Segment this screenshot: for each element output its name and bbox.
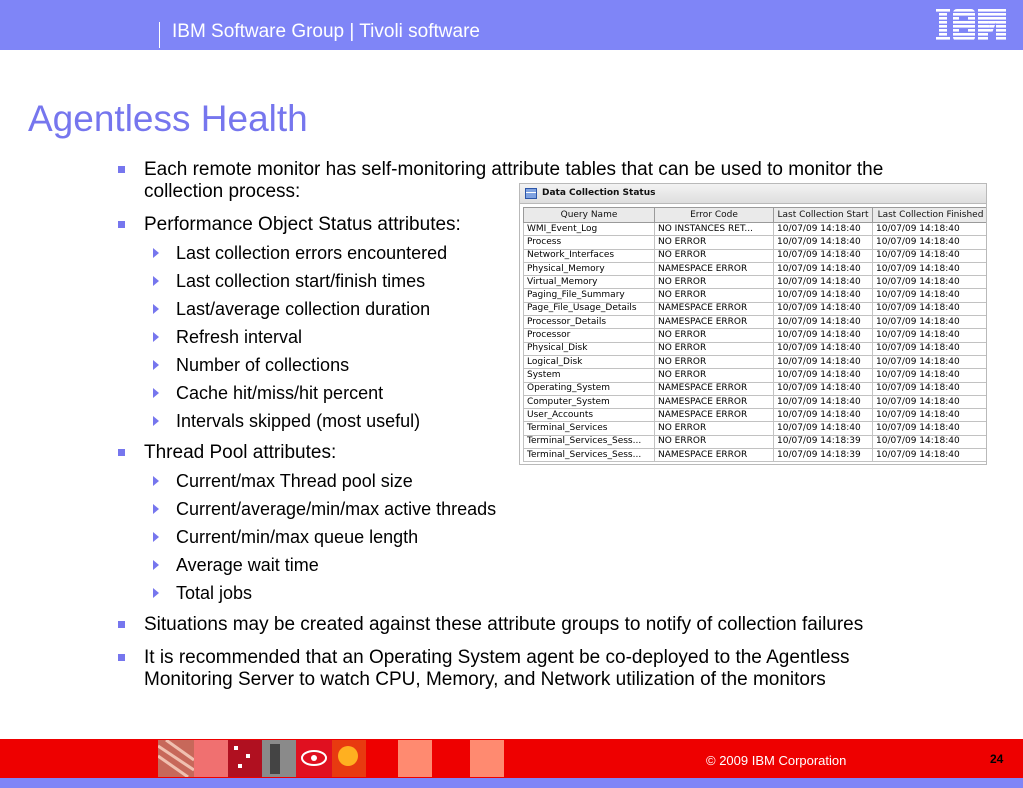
table-icon — [525, 188, 537, 199]
table-cell: 10/07/09 14:18:40 — [873, 449, 988, 462]
square-bullet-icon — [118, 166, 125, 173]
table-row[interactable] — [524, 422, 988, 435]
square-bullet-icon — [118, 621, 125, 628]
table-cell: 10/07/09 14:18:40 — [873, 316, 988, 329]
table-cell: 10/07/09 14:18:40 — [873, 276, 988, 289]
panel-title: Data Collection Status — [542, 188, 656, 198]
footer-photo-collage — [158, 740, 538, 777]
table-cell: 10/07/09 14:18:40 — [873, 236, 988, 249]
bullet-text: Monitoring Server to watch CPU, Memory, and Network utilization of the monitors — [144, 669, 826, 690]
table-cell: 10/07/09 14:18:40 — [774, 236, 873, 249]
table-cell: NAMESPACE ERROR — [655, 409, 774, 422]
bullet-text: Number of collections — [176, 355, 350, 375]
table-cell: Operating_System — [524, 382, 655, 395]
triangle-bullet-icon — [153, 588, 159, 598]
triangle-bullet-icon — [153, 476, 159, 486]
ibm-logo-icon — [935, 9, 1007, 41]
table-cell: Process — [524, 236, 655, 249]
table-cell: NO ERROR — [655, 329, 774, 342]
table-cell: 10/07/09 14:18:40 — [774, 302, 873, 315]
triangle-bullet-icon — [153, 532, 159, 542]
table-row[interactable] — [524, 249, 988, 262]
table-cell: Physical_Memory — [524, 262, 655, 275]
header-divider — [159, 22, 160, 48]
bullet-text: Total jobs — [176, 583, 253, 603]
header-bar — [0, 0, 1023, 50]
sub-bullet-item — [176, 326, 302, 348]
table-header-row — [524, 208, 988, 223]
table-cell: NAMESPACE ERROR — [655, 449, 774, 462]
table-cell: 10/07/09 14:18:40 — [873, 395, 988, 408]
table-cell: 10/07/09 14:18:40 — [774, 289, 873, 302]
table-cell: NAMESPACE ERROR — [655, 316, 774, 329]
sub-bullet-item — [176, 470, 413, 492]
triangle-bullet-icon — [153, 360, 159, 370]
triangle-bullet-icon — [153, 248, 159, 258]
column-header[interactable]: Error Code — [655, 208, 774, 223]
table-cell: NAMESPACE ERROR — [655, 302, 774, 315]
table-cell: 10/07/09 14:18:40 — [873, 382, 988, 395]
bullet-text: Intervals skipped (most useful) — [176, 411, 421, 431]
table-cell: 10/07/09 14:18:40 — [774, 223, 873, 236]
table-cell: NO ERROR — [655, 289, 774, 302]
table-cell: 10/07/09 14:18:40 — [774, 249, 873, 262]
sub-bullet-item — [176, 554, 319, 576]
sub-bullet-item — [176, 382, 383, 404]
data-collection-status-panel — [519, 183, 987, 465]
table-cell: 10/07/09 14:18:40 — [774, 355, 873, 368]
table-cell: NAMESPACE ERROR — [655, 262, 774, 275]
table-row[interactable] — [524, 395, 988, 408]
column-header[interactable]: Last Collection Start — [774, 208, 873, 223]
table-row[interactable] — [524, 435, 988, 448]
table-cell: NO ERROR — [655, 369, 774, 382]
table-cell: 10/07/09 14:18:40 — [873, 289, 988, 302]
table-row[interactable] — [524, 355, 988, 368]
table-cell: NAMESPACE ERROR — [655, 382, 774, 395]
sub-bullet-item — [176, 242, 447, 264]
sub-bullet-item — [176, 582, 252, 604]
triangle-bullet-icon — [153, 560, 159, 570]
bullet-text: Current/max Thread pool size — [176, 471, 413, 491]
sub-bullet-item — [176, 270, 425, 292]
table-row[interactable] — [524, 276, 988, 289]
bullet-text: Refresh interval — [176, 327, 303, 347]
triangle-bullet-icon — [153, 388, 159, 398]
bullet-text: Thread Pool attributes: — [144, 442, 337, 463]
bullet-item — [144, 442, 336, 464]
table-cell: 10/07/09 14:18:40 — [873, 355, 988, 368]
table-row[interactable] — [524, 382, 988, 395]
table-cell: 10/07/09 14:18:40 — [774, 329, 873, 342]
table-cell: 10/07/09 14:18:40 — [873, 302, 988, 315]
table-cell: Computer_System — [524, 395, 655, 408]
column-header[interactable]: Last Collection Finished — [873, 208, 988, 223]
table-cell: Terminal_Services_Sess... — [524, 449, 655, 462]
square-bullet-icon — [118, 221, 125, 228]
table-cell: NO ERROR — [655, 249, 774, 262]
bullet-item — [144, 647, 850, 691]
square-bullet-icon — [118, 449, 125, 456]
copyright-text: © 2009 IBM Corporation — [706, 753, 847, 768]
table-cell: System — [524, 369, 655, 382]
table-cell: 10/07/09 14:18:40 — [774, 382, 873, 395]
table-cell: Network_Interfaces — [524, 249, 655, 262]
table-cell: Virtual_Memory — [524, 276, 655, 289]
table-row[interactable] — [524, 289, 988, 302]
triangle-bullet-icon — [153, 276, 159, 286]
table-cell: NAMESPACE ERROR — [655, 395, 774, 408]
table-cell: 10/07/09 14:18:40 — [873, 409, 988, 422]
table-cell: 10/07/09 14:18:40 — [774, 409, 873, 422]
square-bullet-icon — [118, 654, 125, 661]
bullet-text: Average wait time — [176, 555, 319, 575]
bullet-text: Each remote monitor has self-monitoring attribute tables that can be used to monitor the — [144, 159, 884, 180]
data-collection-table — [523, 207, 987, 462]
table-body — [524, 223, 988, 462]
table-cell: Terminal_Services_Sess... — [524, 435, 655, 448]
table-row[interactable] — [524, 329, 988, 342]
column-header[interactable]: Query Name — [524, 208, 655, 223]
bullet-text: Performance Object Status attributes: — [144, 214, 461, 235]
table-cell: Paging_File_Summary — [524, 289, 655, 302]
bullet-text: Last collection errors encountered — [176, 243, 448, 263]
table-cell: User_Accounts — [524, 409, 655, 422]
table-cell: Page_File_Usage_Details — [524, 302, 655, 315]
table-cell: 10/07/09 14:18:40 — [873, 249, 988, 262]
bullet-text: collection process: — [144, 181, 301, 202]
table-cell: Processor_Details — [524, 316, 655, 329]
triangle-bullet-icon — [153, 504, 159, 514]
table-row[interactable] — [524, 316, 988, 329]
table-cell: Processor — [524, 329, 655, 342]
bullet-item — [144, 614, 863, 636]
triangle-bullet-icon — [153, 332, 159, 342]
table-cell: 10/07/09 14:18:40 — [774, 342, 873, 355]
triangle-bullet-icon — [153, 304, 159, 314]
table-cell: NO ERROR — [655, 355, 774, 368]
table-cell: 10/07/09 14:18:40 — [774, 395, 873, 408]
table-row[interactable] — [524, 369, 988, 382]
table-row[interactable] — [524, 449, 988, 462]
bullet-text: Last collection start/finish times — [176, 271, 426, 291]
bullet-text: Current/average/min/max active threads — [176, 499, 497, 519]
table-cell: WMI_Event_Log — [524, 223, 655, 236]
bullet-item — [144, 214, 461, 236]
sub-bullet-item — [176, 354, 349, 376]
table-cell: 10/07/09 14:18:40 — [873, 223, 988, 236]
table-cell: Logical_Disk — [524, 355, 655, 368]
table-cell: NO ERROR — [655, 422, 774, 435]
table-cell: 10/07/09 14:18:40 — [873, 342, 988, 355]
table-cell: 10/07/09 14:18:40 — [873, 422, 988, 435]
bullet-text: Last/average collection duration — [176, 299, 431, 319]
table-cell: NO ERROR — [655, 276, 774, 289]
table-cell: NO INSTANCES RET... — [655, 223, 774, 236]
table-cell: 10/07/09 14:18:40 — [774, 316, 873, 329]
page-title: Agentless Health — [28, 98, 308, 139]
bullet-text: Cache hit/miss/hit percent — [176, 383, 384, 403]
table-row[interactable] — [524, 409, 988, 422]
table-cell: 10/07/09 14:18:39 — [774, 449, 873, 462]
table-row[interactable] — [524, 342, 988, 355]
table-cell: 10/07/09 14:18:40 — [873, 329, 988, 342]
table-cell: NO ERROR — [655, 342, 774, 355]
bullet-text: Situations may be created against these attribute groups to notify of collection failures — [144, 614, 864, 635]
table-cell: NO ERROR — [655, 236, 774, 249]
bullet-text: It is recommended that an Operating System agent be co-deployed to the Agentless — [144, 647, 850, 668]
table-row[interactable] — [524, 302, 988, 315]
table-cell: 10/07/09 14:18:40 — [774, 369, 873, 382]
table-cell: 10/07/09 14:18:40 — [774, 422, 873, 435]
table-row[interactable] — [524, 236, 988, 249]
footer-strip — [0, 778, 1023, 788]
page-number: 24 — [990, 752, 1004, 766]
table-cell: 10/07/09 14:18:40 — [873, 369, 988, 382]
table-cell: 10/07/09 14:18:40 — [873, 262, 988, 275]
sub-bullet-item — [176, 498, 496, 520]
panel-title-bar — [520, 184, 986, 204]
table-cell: 10/07/09 14:18:40 — [873, 435, 988, 448]
table-cell: NO ERROR — [655, 435, 774, 448]
table-cell: Physical_Disk — [524, 342, 655, 355]
table-row[interactable] — [524, 223, 988, 236]
sub-bullet-item — [176, 526, 418, 548]
table-cell: 10/07/09 14:18:40 — [774, 262, 873, 275]
sub-bullet-item — [176, 298, 430, 320]
table-cell: 10/07/09 14:18:39 — [774, 435, 873, 448]
bullet-text: Current/min/max queue length — [176, 527, 419, 547]
table-row[interactable] — [524, 262, 988, 275]
sub-bullet-item — [176, 410, 420, 432]
group-title: IBM Software Group | Tivoli software — [172, 21, 480, 42]
triangle-bullet-icon — [153, 416, 159, 426]
table-cell: Terminal_Services — [524, 422, 655, 435]
table-cell: 10/07/09 14:18:40 — [774, 276, 873, 289]
